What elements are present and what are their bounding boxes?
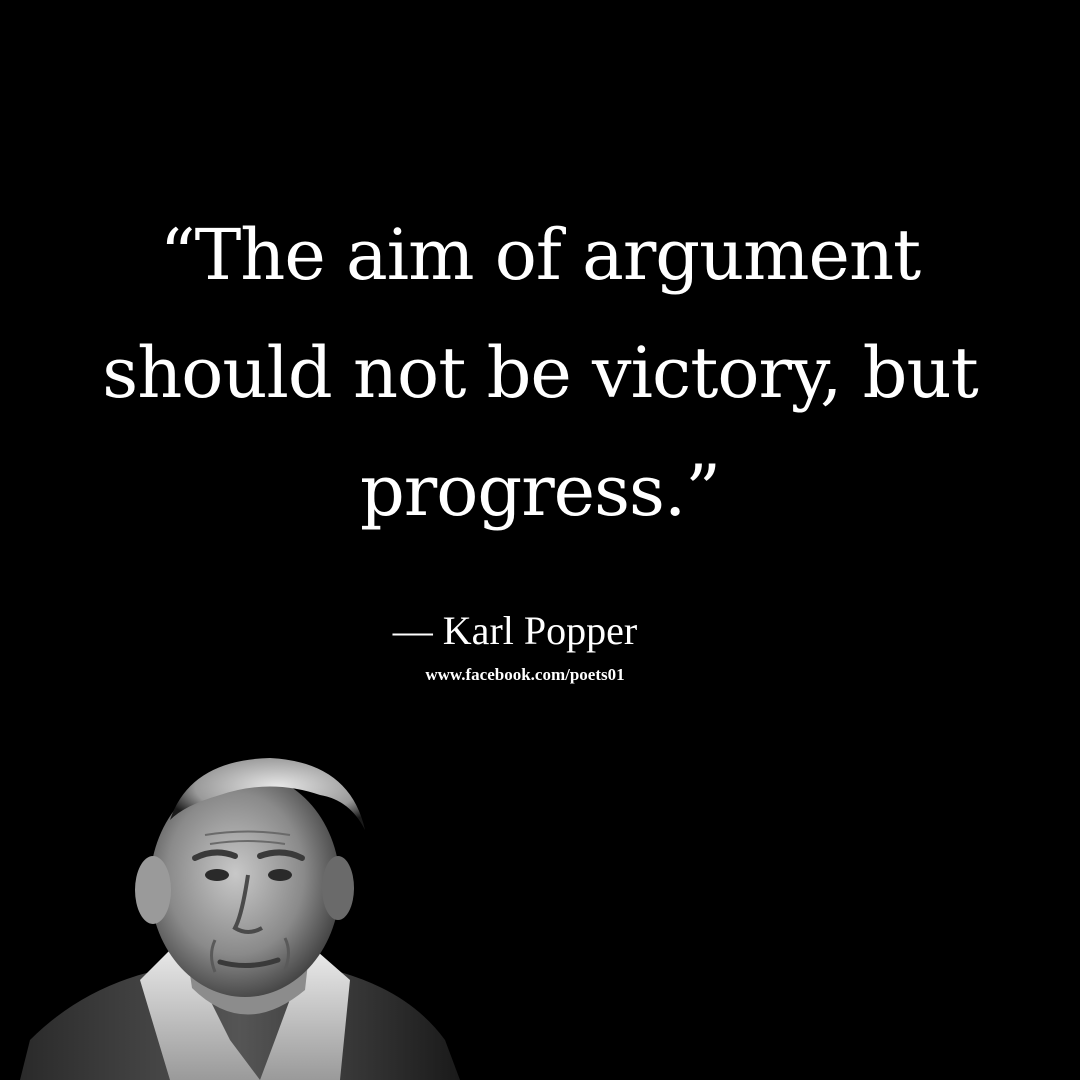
quote-line-3: progress.”: [360, 450, 720, 532]
quote-line-2: should not be victory, but: [102, 332, 978, 414]
elderly-man-portrait-icon: [20, 740, 460, 1080]
quote-author: — Karl Popper: [392, 608, 638, 653]
quote-text: [0, 196, 1080, 550]
quote-line-1: “The aim of argument: [159, 214, 921, 296]
source-url: www.facebook.com/poets01: [425, 665, 625, 684]
